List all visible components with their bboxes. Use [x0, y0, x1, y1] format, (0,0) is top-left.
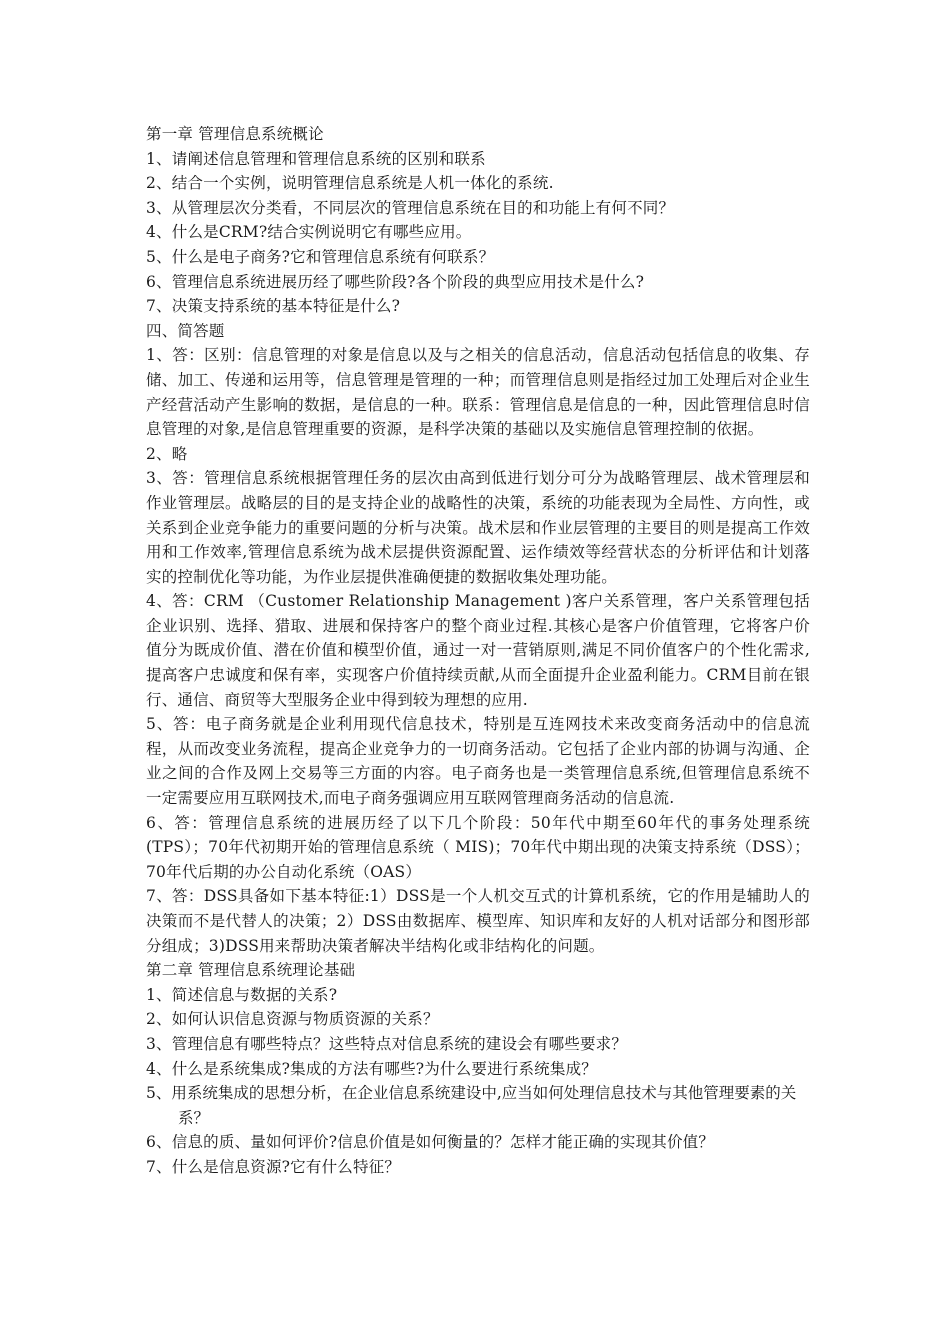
answer-5: 5、答：电子商务就是企业利用现代信息技术，特别是互连网技术来改变商务活动中的信息流程，从而改变业务流程，提高企业竞争力的一切商务活动。它包括了企业内部的协调与沟通、企业之间的合作及网上交易等三方面的内容。电子商务也是一类管理信息系统,但管理信息系统不一定需要应用互联网技术,而电子商务强调应用互联网管理商务活动的信息流. [146, 715, 810, 808]
chapter2-question-1: 1、简述信息与数据的关系? [146, 985, 338, 1004]
answer-2: 2、略 [146, 444, 188, 463]
chapter2-question-3: 3、管理信息有哪些特点？这些特点对信息系统的建设会有哪些要求？ [146, 1034, 628, 1053]
answer-4: 4、答：CRM （Customer Relationship Management )客户关系管理，客户关系管理包括企业识别、选择、猎取、进展和保持客户的整个商业过程.其核心是客户价值管理，它将客户价值分为既成价值、潜在价值和模型价值，通过一对一营销原则,满足不同价值客户的个性化需求,提高客户忠诚度和保有率，实现客户价值持续贡献,从而全面提升企业盈利能力。CRM目前在银行、通信、商贸等大型服务企业中得到较为理想的应用. [146, 592, 810, 709]
chapter2-question-7: 7、什么是信息资源?它有什么特征？ [146, 1157, 401, 1176]
chapter2-question-4: 4、什么是系统集成?集成的方法有哪些?为什么要进行系统集成？ [146, 1059, 597, 1078]
chapter1-question-7: 7、决策支持系统的基本特征是什么? [146, 297, 401, 316]
chapter1-question-4: 4、什么是CRM?结合实例说明它有哪些应用。 [146, 223, 472, 242]
chapter2-question-5: 5、用系统集成的思想分析，在企业信息系统建设中,应当如何处理信息技术与其他管理要素的关系？ [146, 1084, 797, 1127]
chapter1-title: 第一章 管理信息系统概论 [146, 125, 324, 143]
answer-1: 1、答：区别：信息管理的对象是信息以及与之相关的信息活动，信息活动包括信息的收集、存储、加工、传递和运用等，信息管理是管理的一种；而管理信息则是指经过加工处理后对企业生产经营活动产生影响的数据，是信息的一种。联系：管理信息是信息的一种，因此管理信息时信息管理的对象,是信息管理重要的资源，是科学决策的基础以及实施信息管理控制的依据。 [146, 346, 810, 439]
chapter1-question-6: 6、管理信息系统进展历经了哪些阶段?各个阶段的典型应用技术是什么? [146, 272, 645, 291]
answer-6: 6、答：管理信息系统的进展历经了以下几个阶段：50年代中期至60年代的事务处理系统(TPS）；70年代初期开始的管理信息系统（ MIS)；70年代中期出现的决策支持系统（DSS）；70年代后期的办公自动化系统（OAS） [146, 813, 810, 881]
answers-heading: 四、简答题 [146, 321, 225, 340]
chapter1-question-2: 2、结合一个实例，说明管理信息系统是人机一体化的系统. [146, 174, 554, 193]
answer-7: 7、答：DSS具备如下基本特征:1）DSS是一个人机交互式的计算机系统，它的作用是辅助人的决策而不是代替人的决策；2）DSS由数据库、模型库、知识库和友好的人机对话部分和图形部分组成；3)DSS用来帮助决策者解决半结构化或非结构化的问题。 [146, 887, 810, 955]
chapter2-question-2: 2、如何认识信息资源与物质资源的关系？ [146, 1010, 439, 1029]
chapter1-question-3: 3、从管理层次分类看，不同层次的管理信息系统在目的和功能上有何不同？ [146, 198, 675, 217]
document-page [146, 122, 810, 1180]
chapter1-question-1: 1、请阐述信息管理和管理信息系统的区别和联系 [146, 149, 486, 168]
chapter2-title: 第二章 管理信息系统理论基础 [146, 961, 356, 980]
answer-3: 3、答：管理信息系统根据管理任务的层次由高到低进行划分可分为战略管理层、战术管理层和作业管理层。战略层的目的是支持企业的战略性的决策，系统的功能表现为全局性、方向性，或关系到企业竞争能力的重要问题的分析与决策。战术层和作业层管理的主要目的则是提高工作效用和工作效率,管理信息系统为战术层提供资源配置、运作绩效等经营状态的分析评估和计划落实的控制优化等功能，为作业层提供准确便捷的数据收集处理功能。 [146, 469, 810, 586]
chapter1-question-5: 5、什么是电子商务?它和管理信息系统有何联系？ [146, 247, 495, 266]
chapter2-question-6: 6、信息的质、量如何评价?信息价值是如何衡量的？怎样才能正确的实现其价值？ [146, 1133, 715, 1152]
